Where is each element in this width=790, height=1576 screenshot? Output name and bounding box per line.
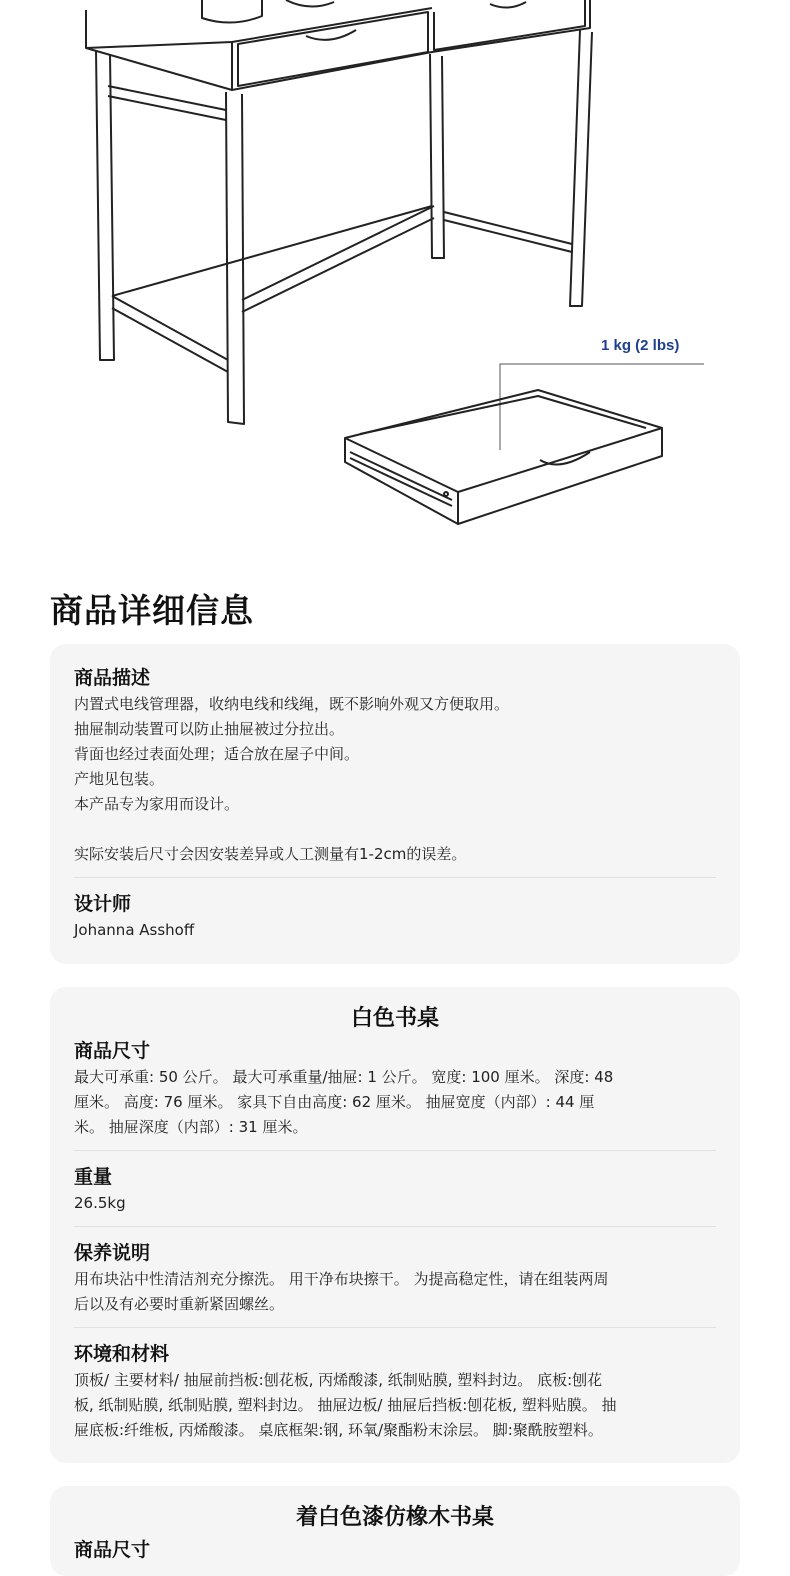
description-heading: 商品描述 — [74, 667, 151, 689]
dimensions-heading: 商品尺寸 — [74, 1040, 151, 1062]
description-line: 抽屉制动装置可以防止抽屉被过分拉出。 — [74, 720, 345, 738]
dimensions-line: 米。 抽屉深度（内部）: 31 厘米。 — [74, 1118, 308, 1136]
white-desk-card — [50, 987, 740, 1463]
care-line: 后以及有必要时重新紧固螺丝。 — [74, 1295, 285, 1313]
materials-line: 屉底板:纤维板, 丙烯酸漆。 桌底框架:钢, 环氧/聚酯粉末涂层。 脚:聚酰胺塑料。 — [74, 1421, 603, 1439]
designer-name: Johanna Asshoff — [74, 921, 195, 939]
description-card — [50, 644, 740, 964]
description-line: 产地见包装。 — [74, 770, 165, 788]
materials-line: 板, 纸制贴膜, 纸制贴膜, 塑料封边。 抽屉边板/ 抽屉后挡板:刨花板, 塑料贴膜。 抽 — [74, 1396, 617, 1414]
callout-line — [500, 364, 704, 450]
oak-desk-card — [50, 1486, 740, 1576]
description-line: 本产品专为家用而设计。 — [74, 795, 240, 813]
product-illustration — [0, 0, 790, 560]
divider — [74, 1150, 716, 1151]
drawer-weight-label: 1 kg (2 lbs) — [601, 337, 680, 354]
page-title: 商品详细信息 — [50, 591, 254, 630]
weight-heading: 重量 — [74, 1166, 113, 1188]
dimensions-line: 最大可承重: 50 公斤。 最大可承重量/抽屉: 1 公斤。 宽度: 100 厘米。 深度: 48 — [74, 1068, 614, 1086]
divider — [74, 1327, 716, 1328]
desk-drawing — [86, 0, 592, 424]
materials-line: 顶板/ 主要材料/ 抽屉前挡板:刨花板, 丙烯酸漆, 纸制贴膜, 塑料封边。 底板:刨花 — [74, 1371, 603, 1389]
dimensions-line: 厘米。 高度: 76 厘米。 家具下自由高度: 62 厘米。 抽屉宽度（内部）: 44 厘 — [74, 1093, 595, 1111]
dimensions-heading: 商品尺寸 — [74, 1539, 151, 1561]
materials-heading: 环境和材料 — [74, 1343, 170, 1365]
description-line: 背面也经过表面处理；适合放在屋子中间。 — [74, 745, 360, 763]
measurement-note: 实际安装后尺寸会因安装差异或人工测量有1-2cm的误差。 — [74, 845, 467, 863]
divider — [74, 877, 716, 878]
designer-heading: 设计师 — [74, 893, 132, 915]
divider — [74, 1226, 716, 1227]
drawer-drawing — [345, 390, 662, 524]
care-line: 用布块沾中性清洁剂充分擦洗。 用干净布块擦干。 为提高稳定性，请在组装两周 — [74, 1270, 609, 1288]
care-heading: 保养说明 — [74, 1242, 151, 1264]
card-title: 白色书桌 — [350, 1006, 439, 1031]
description-line: 内置式电线管理器，收纳电线和线绳，既不影响外观又方便取用。 — [74, 695, 510, 713]
weight-value: 26.5kg — [74, 1194, 126, 1212]
card-title: 着白色漆仿橡木书桌 — [295, 1505, 494, 1530]
description-body — [74, 692, 716, 867]
